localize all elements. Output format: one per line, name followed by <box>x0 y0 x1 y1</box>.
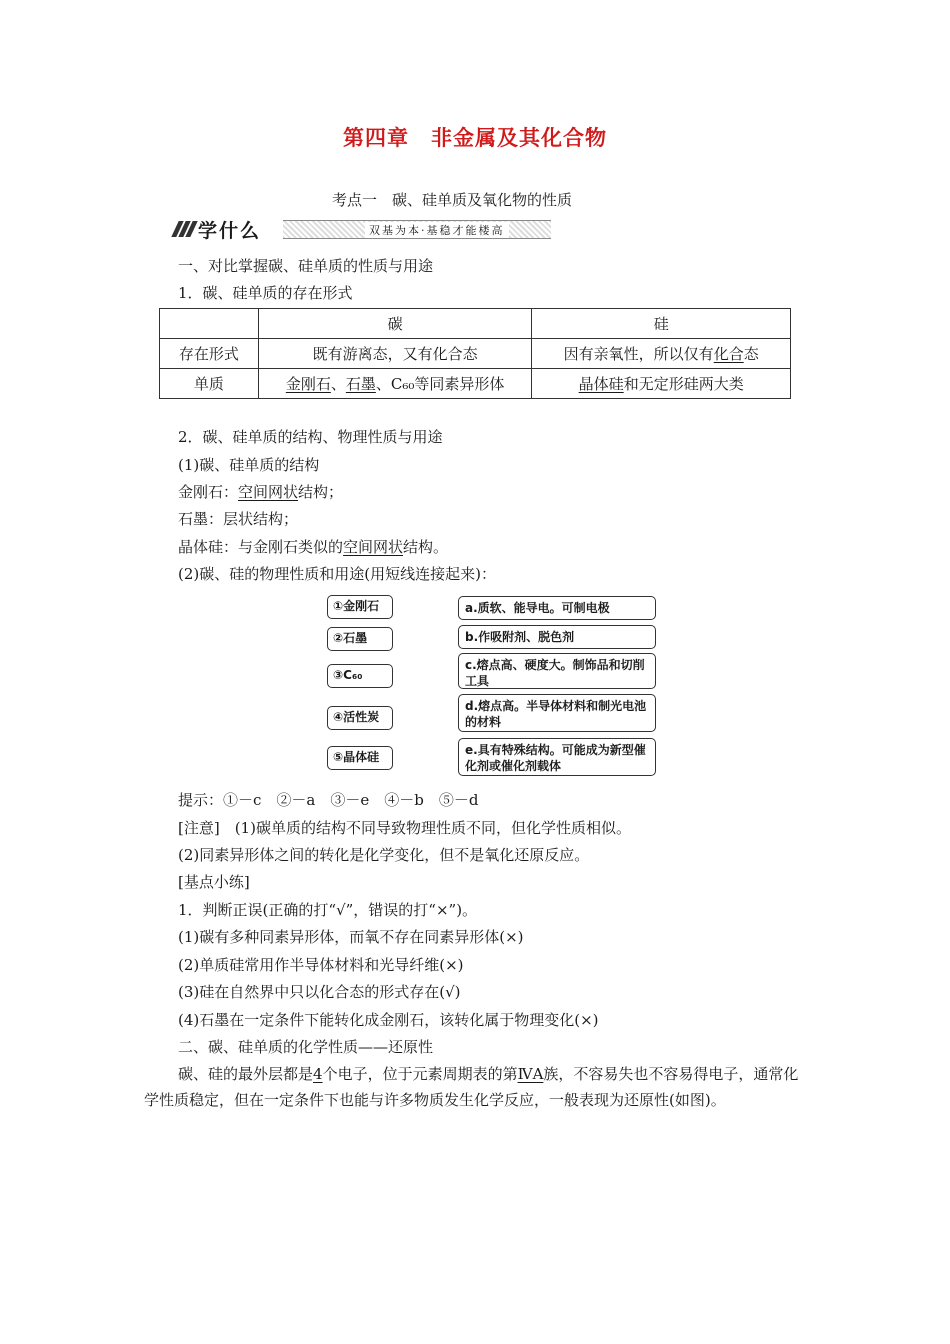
banner-slogan: 双基为本·基稳才能楼高 <box>365 222 509 238</box>
table-row-label: 单质 <box>160 369 259 399</box>
match-left-item: ⑤晶体硅 <box>327 746 393 770</box>
cell-underlined: 晶体硅 <box>578 375 624 393</box>
note-line-2: (2)同素异形体之间的转化是化学变化，但不是氧化还原反应。 <box>178 846 590 864</box>
table-header-row <box>160 309 791 339</box>
para-text: 碳、硅的最外层都是 <box>178 1065 314 1083</box>
practice-statement: (3)硅在自然界中只以化合态的形式存在(√) <box>178 983 461 1001</box>
sub1-heading: (1)碳、硅单质的结构 <box>178 456 320 474</box>
hint-line: 提示：①－c ②－a ③－e ④－b ⑤－d <box>178 791 479 809</box>
graphite-line: 石墨：层状结构； <box>178 510 299 528</box>
match-right-item: e.具有特殊结构。可能成为新型催化剂或催化剂载体 <box>458 738 656 776</box>
banner-logo-text: 学什么 <box>198 219 262 242</box>
para-underlined: ⅣA <box>517 1065 544 1083</box>
para-underlined: 4 <box>313 1065 323 1083</box>
banner-stripes-icon <box>175 221 194 237</box>
table-cell: 既有游离态，又有化合态 <box>258 339 532 369</box>
practice-statement: (1)碳有多种同素异形体，而氧不存在同素异形体(×) <box>178 928 524 946</box>
line-text: 结构； <box>298 483 344 501</box>
cell-text: 、C₆₀等同素异形体 <box>375 375 505 393</box>
table-header-cell: 碳 <box>258 309 532 339</box>
match-left-item: ②石墨 <box>327 627 393 651</box>
match-left-item: ①金刚石 <box>327 595 393 619</box>
table-cell <box>532 339 791 369</box>
cell-underlined: 石墨 <box>345 375 376 393</box>
section2-heading: 二、碳、硅单质的化学性质——还原性 <box>178 1038 434 1056</box>
comparison-table <box>159 308 791 399</box>
chapter-title: 第四章 非金属及其化合物 <box>343 126 607 150</box>
diamond-line <box>178 481 343 502</box>
practice-title: [基点小练] <box>178 873 250 891</box>
line-text: 晶体硅：与金刚石类似的 <box>178 538 344 556</box>
cell-underlined: 化合 <box>713 345 744 363</box>
section-subtitle: 考点一 碳、硅单质及氧化物的性质 <box>332 191 573 209</box>
item1-heading: 1．碳、硅单质的存在形式 <box>178 284 353 302</box>
cell-text: 、 <box>330 375 346 393</box>
item2-heading: 2．碳、硅单质的结构、物理性质与用途 <box>178 428 443 446</box>
table-header-cell: 硅 <box>532 309 791 339</box>
match-left-item: ③C₆₀ <box>327 664 393 688</box>
line-text: 金刚石： <box>178 483 239 501</box>
note-line-1: [注意] (1)碳单质的结构不同导致物理性质不同，但化学性质相似。 <box>178 819 631 837</box>
banner-logo <box>175 217 261 241</box>
practice-question: 1．判断正误(正确的打“√”，错误的打“×”)。 <box>178 901 478 919</box>
match-right-item: c.熔点高、硬度大。制饰品和切削工具 <box>458 653 656 689</box>
cell-text: 和无定形硅两大类 <box>623 375 744 393</box>
table-header-cell <box>160 309 259 339</box>
para-text: 族，不容易失也不容易得电子，通常化学性质稳定，但在一定条件下也能与许多物质发生化学反应，一般表现为还原性(如图)。 <box>144 1065 799 1109</box>
crystal-si-line <box>178 536 448 557</box>
match-right-item: b.作吸附剂、脱色剂 <box>458 625 656 649</box>
practice-statement: (2)单质硅常用作半导体材料和光导纤维(×) <box>178 956 464 974</box>
cell-text: 因有亲氧性，所以仅有 <box>563 345 714 363</box>
cell-text: 态 <box>743 345 759 363</box>
para-text: 个电子，位于元素周期表的第 <box>322 1065 518 1083</box>
match-left-item: ④活性炭 <box>327 706 393 730</box>
table-cell <box>532 369 791 399</box>
match-right-item: a.质软、能导电。可制电极 <box>458 596 656 620</box>
section1-heading: 一、对比掌握碳、硅单质的性质与用途 <box>178 257 434 275</box>
table-row <box>160 339 791 369</box>
cell-underlined: 金刚石 <box>285 375 331 393</box>
table-cell <box>258 369 532 399</box>
study-banner <box>175 217 553 241</box>
table-row-label: 存在形式 <box>160 339 259 369</box>
table-row <box>160 369 791 399</box>
line-underlined: 空间网状 <box>238 483 299 501</box>
line-underlined: 空间网状 <box>343 538 404 556</box>
sub2-heading: (2)碳、硅的物理性质和用途(用短线连接起来)： <box>178 565 496 583</box>
line-text: 结构。 <box>403 538 449 556</box>
practice-statement: (4)石墨在一定条件下能转化成金刚石，该转化属于物理变化(×) <box>178 1011 599 1029</box>
section2-paragraph <box>144 1061 809 1113</box>
match-right-item: d.熔点高。半导体材料和制光电池的材料 <box>458 694 656 732</box>
